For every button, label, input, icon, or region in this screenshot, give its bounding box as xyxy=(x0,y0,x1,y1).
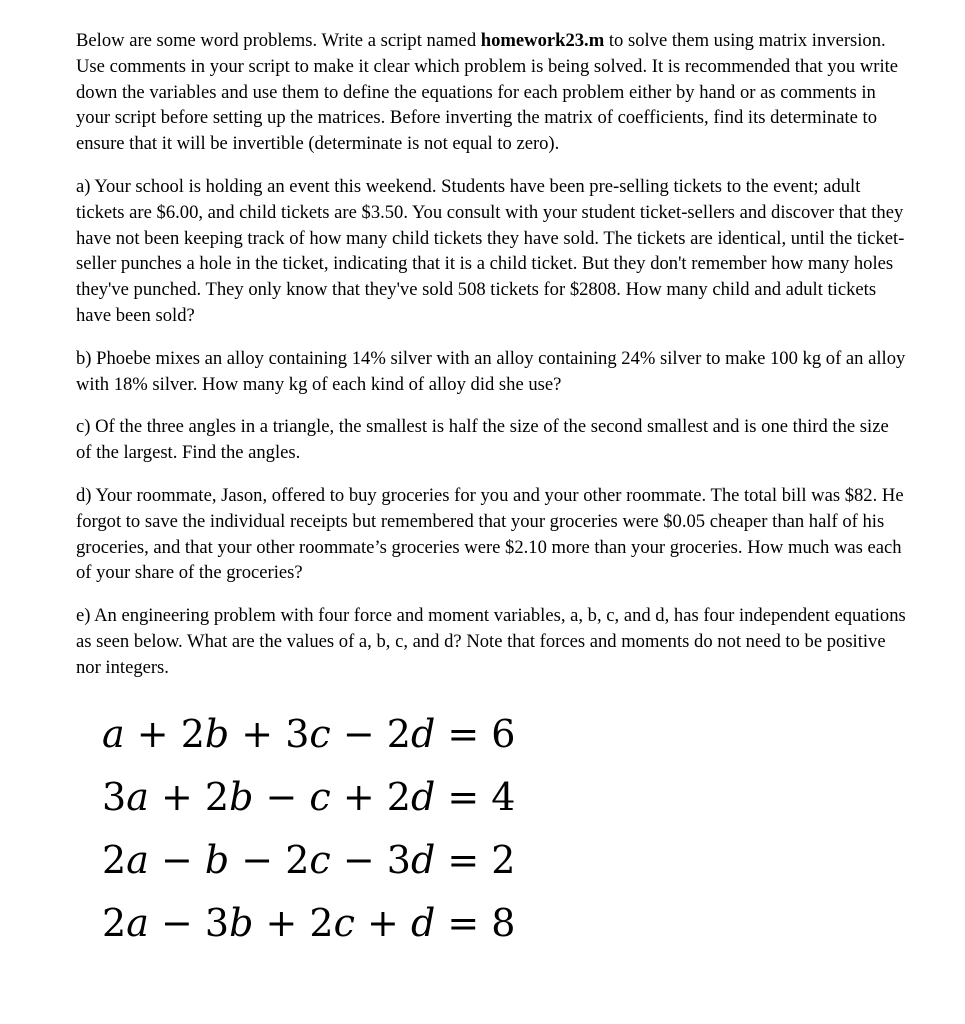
equation-2: 3a + 2b − c + 2d = 4 xyxy=(102,774,516,819)
problem-e: e) An engineering problem with four force and moment variables, a, b, c, and d, has four independent equations as seen below. What are the values of a, b, c, and d? Note that forces and moments do not need to be positive nor integers. xyxy=(76,605,906,678)
intro-text-start: Below are some word problems. Write a script named xyxy=(76,30,481,51)
problem-c: c) Of the three angles in a triangle, the smallest is half the size of the second smallest and is one third the size of the largest. Find the angles. xyxy=(76,416,889,464)
equation-system xyxy=(102,703,906,955)
script-filename: homework23.m xyxy=(480,30,605,51)
problem-d: d) Your roommate, Jason, offered to buy groceries for you and your other roommate. The total bill was $82. He forgot to save the individual receipts but remembered that your groceries were $0.05 cheaper than half of his groceries, and that your other roommate’s groceries were $2.10 more than your groceries. How much was each of your share of the groceries? xyxy=(76,484,904,584)
document-page xyxy=(76,28,906,955)
intro-text-end: to solve them using matrix inversion. Use comments in your script to make it clear which problem is being solved. It is recommended that you write down the variables and use them to define the equations for each problem either by hand or as comments in your script before setting up the matrices. Before inverting the matrix of coefficients, find its determinate to ensure that it will be invertible (determinate is not equal to zero). xyxy=(76,30,899,155)
equation-3: 2a − b − 2c − 3d = 2 xyxy=(102,837,516,882)
intro-paragraph xyxy=(76,28,906,157)
problem-b: b) Phoebe mixes an alloy containing 14% silver with an alloy containing 24% silver to make 100 kg of an alloy with 18% silver. How many kg of each kind of alloy did she use? xyxy=(76,347,906,395)
problem-a: a) Your school is holding an event this weekend. Students have been pre-selling tickets to the event; adult tickets are $6.00, and child tickets are $3.50. You consult with your student ticket-sellers and discover that they have not been keeping track of how many child tickets they have sold. The tickets are identical, until the ticket-seller punches a hole in the ticket, indicating that it is a child ticket. But they don't remember how many holes they've punched. They only know that they've sold 508 tickets for $2808. How many child and adult tickets have been sold? xyxy=(76,175,905,326)
equation-1: a + 2b + 3c − 2d = 6 xyxy=(102,711,516,756)
equation-4: 2a − 3b + 2c + d = 8 xyxy=(102,900,516,945)
